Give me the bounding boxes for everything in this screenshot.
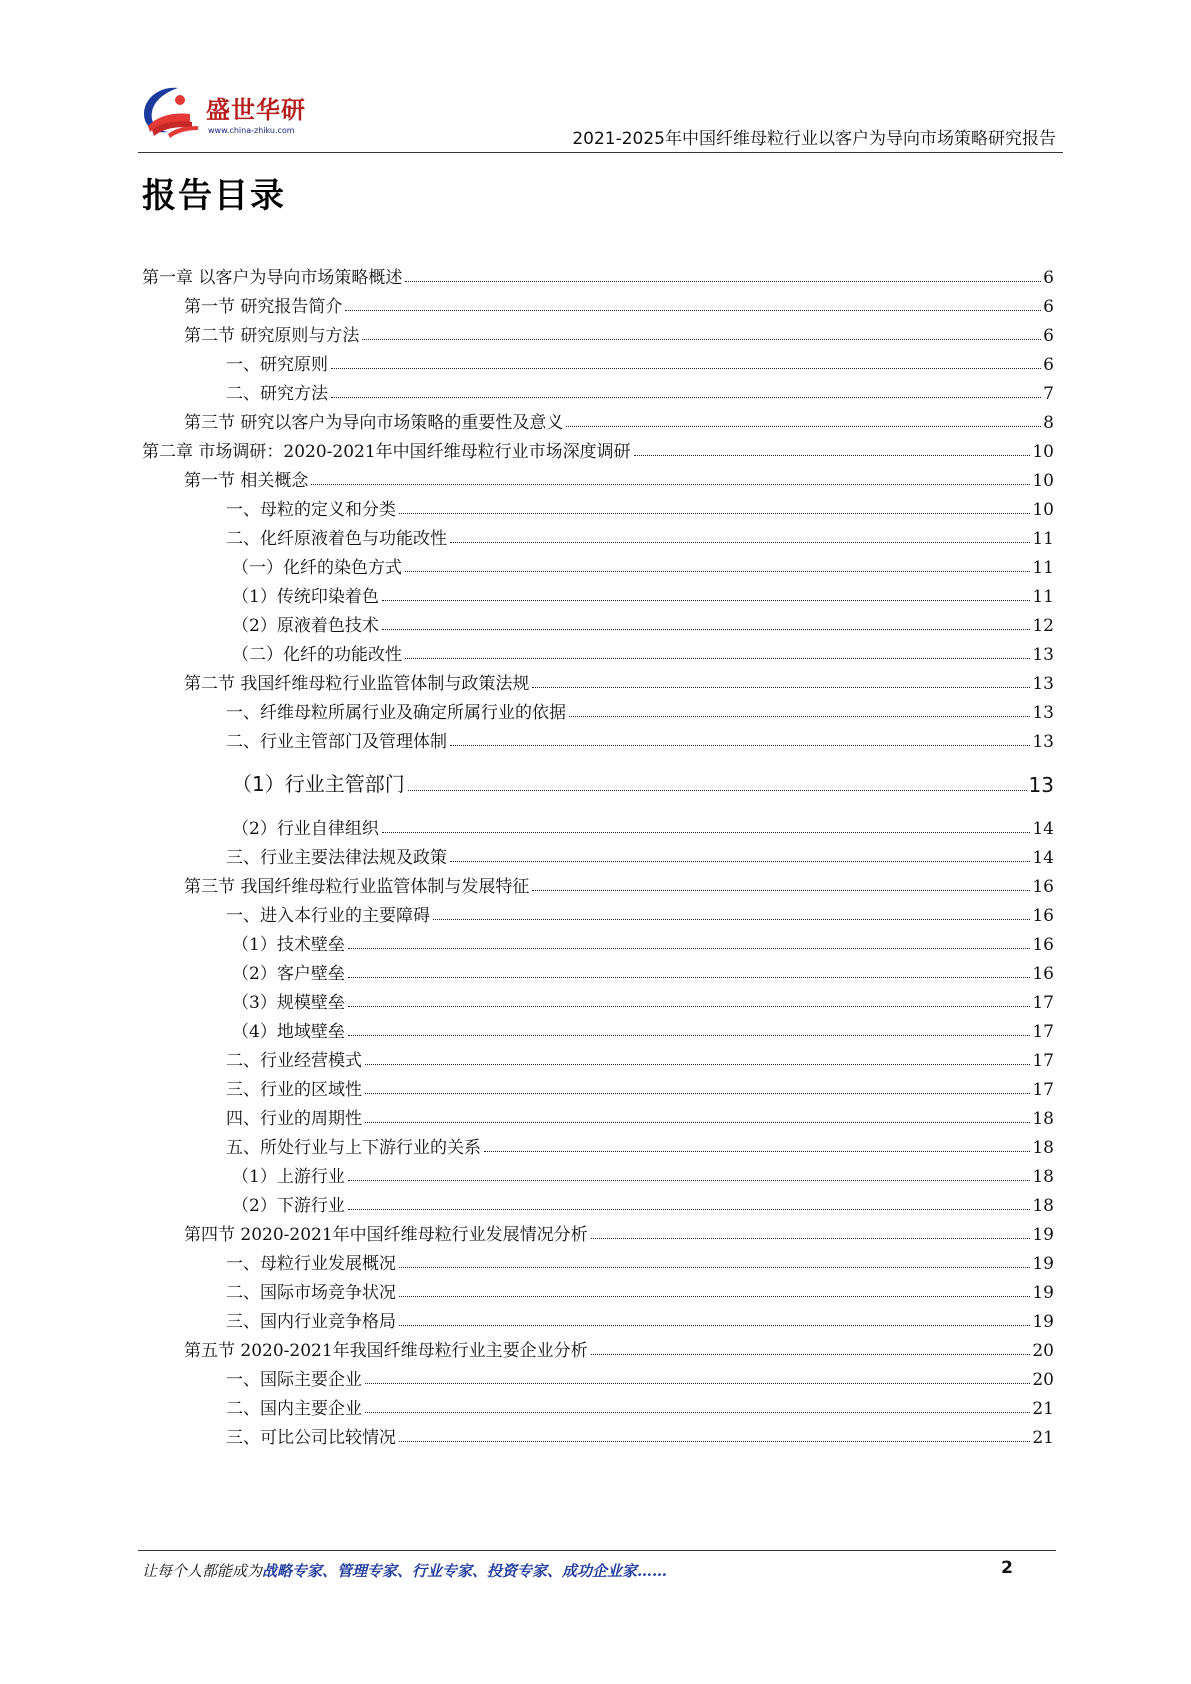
toc-entry-title: 三、可比公司比较情况 <box>226 1428 396 1448</box>
toc-entry-title: （2）下游行业 <box>232 1196 345 1216</box>
toc-dot-leader <box>348 948 1031 949</box>
toc-entry-title: 二、研究方法 <box>226 384 328 404</box>
toc-entry[interactable] <box>142 1393 1054 1419</box>
toc-dot-leader <box>399 1296 1030 1297</box>
toc-entry-page: 6 <box>1043 297 1054 317</box>
toc-dot-leader <box>532 890 1030 891</box>
toc-entry-title: 二、国内主要企业 <box>226 1399 362 1419</box>
toc-entry-page: 16 <box>1032 935 1054 955</box>
toc-entry-title: （3）规模壁垒 <box>232 993 345 1013</box>
toc-entry-page: 8 <box>1043 413 1054 433</box>
company-logo <box>138 82 308 144</box>
toc-entry-page: 10 <box>1032 442 1054 462</box>
toc-entry-title: 四、行业的周期性 <box>226 1109 362 1129</box>
logo-swoosh-icon <box>138 82 204 144</box>
report-header-title: 2021-2025年中国纤维母粒行业以客户为导向市场策略研究报告 <box>572 129 1056 149</box>
toc-entry-page: 19 <box>1032 1283 1054 1303</box>
toc-entry[interactable] <box>142 639 1054 665</box>
toc-entry-page: 13 <box>1028 773 1054 797</box>
toc-dot-leader <box>408 790 1027 791</box>
toc-entry-page: 14 <box>1032 819 1054 839</box>
toc-dot-leader <box>450 745 1030 746</box>
toc-dot-leader <box>399 1267 1030 1268</box>
toc-entry[interactable] <box>142 871 1054 897</box>
toc-entry-page: 20 <box>1032 1341 1054 1361</box>
toc-entry-page: 6 <box>1043 268 1054 288</box>
toc-dot-leader <box>566 426 1041 427</box>
toc-entry-title: （1）上游行业 <box>232 1167 345 1187</box>
toc-entry[interactable] <box>142 465 1054 491</box>
toc-entry-title: （2）行业自律组织 <box>232 819 379 839</box>
toc-entry-title: 一、母粒的定义和分类 <box>226 500 396 520</box>
toc-entry-page: 18 <box>1032 1196 1054 1216</box>
toc-dot-leader <box>591 1354 1031 1355</box>
logo-url: www.china-zhiku.com <box>208 126 295 135</box>
toc-entry-title: （1）传统印染着色 <box>232 587 379 607</box>
toc-entry-title: （二）化纤的功能改性 <box>232 645 402 665</box>
toc-entry-title: 第一节 研究报告简介 <box>184 297 343 317</box>
toc-entry[interactable] <box>142 291 1054 317</box>
toc-entry-page: 19 <box>1032 1225 1054 1245</box>
toc-entry[interactable] <box>142 726 1054 752</box>
toc-entry-title: 一、国际主要企业 <box>226 1370 362 1390</box>
toc-entry-title: 一、进入本行业的主要障碍 <box>226 906 430 926</box>
toc-entry[interactable] <box>142 378 1054 404</box>
toc-entry-title: （4）地域壁垒 <box>232 1022 345 1042</box>
slogan-roles: 战略专家、管理专家、行业专家、投资专家、成功企业家…… <box>262 1562 668 1580</box>
toc-entry-title: 二、国际市场竞争状况 <box>226 1283 396 1303</box>
toc-entry[interactable] <box>142 1016 1054 1042</box>
toc-entry[interactable] <box>142 929 1054 955</box>
toc-dot-leader <box>348 1006 1031 1007</box>
slogan-prefix: 让每个人都能成为 <box>142 1562 263 1580</box>
footer-slogan <box>142 1560 667 1581</box>
toc-entry[interactable] <box>142 1248 1054 1274</box>
toc-entry-title: （2）客户壁垒 <box>232 964 345 984</box>
toc-dot-leader <box>365 1064 1030 1065</box>
toc-entry[interactable] <box>142 1335 1054 1361</box>
toc-entry-title: 第一章 以客户为导向市场策略概述 <box>142 268 403 288</box>
toc-entry-page: 16 <box>1032 906 1054 926</box>
toc-dot-leader <box>399 1325 1030 1326</box>
toc-entry-title: 第四节 2020-2021年中国纤维母粒行业发展情况分析 <box>184 1225 588 1245</box>
toc-entry[interactable] <box>142 1103 1054 1129</box>
toc-entry-page: 17 <box>1032 1022 1054 1042</box>
page-number: 2 <box>1001 1558 1013 1578</box>
toc-entry-page: 20 <box>1032 1370 1054 1390</box>
toc-entry[interactable] <box>142 1161 1054 1187</box>
toc-entry[interactable] <box>142 771 1054 797</box>
toc-entry-page: 18 <box>1032 1109 1054 1129</box>
toc-dot-leader <box>450 542 1030 543</box>
toc-entry-page: 17 <box>1032 1051 1054 1071</box>
toc-dot-leader <box>484 1151 1030 1152</box>
toc-dot-leader <box>450 861 1030 862</box>
toc-entry[interactable] <box>142 900 1054 926</box>
toc-entry-page: 17 <box>1032 993 1054 1013</box>
toc-dot-leader <box>532 687 1030 688</box>
toc-entry-page: 10 <box>1032 471 1054 491</box>
toc-entry-page: 19 <box>1032 1312 1054 1332</box>
toc-entry[interactable] <box>142 494 1054 520</box>
header-divider <box>138 152 1063 153</box>
toc-entry-page: 16 <box>1032 877 1054 897</box>
toc-dot-leader <box>405 658 1030 659</box>
toc-dot-leader <box>345 310 1041 311</box>
toc-entry-page: 6 <box>1043 355 1054 375</box>
toc-dot-leader <box>331 368 1041 369</box>
toc-entry-page: 19 <box>1032 1254 1054 1274</box>
toc-entry-title: 三、行业主要法律法规及政策 <box>226 848 447 868</box>
toc-dot-leader <box>311 484 1030 485</box>
toc-dot-leader <box>405 571 1030 572</box>
toc-entry-page: 16 <box>1032 964 1054 984</box>
toc-entry-title: 第二节 我国纤维母粒行业监管体制与政策法规 <box>184 674 530 694</box>
toc-dot-leader <box>382 600 1031 601</box>
toc-entry-title: 三、国内行业竞争格局 <box>226 1312 396 1332</box>
toc-entry[interactable] <box>142 1190 1054 1216</box>
toc-entry-title: 一、母粒行业发展概况 <box>226 1254 396 1274</box>
toc-entry[interactable] <box>142 349 1054 375</box>
toc-entry-page: 17 <box>1032 1080 1054 1100</box>
toc-entry-page: 13 <box>1032 732 1054 752</box>
toc-dot-leader <box>382 832 1031 833</box>
toc-dot-leader <box>433 919 1030 920</box>
toc-entry-page: 14 <box>1032 848 1054 868</box>
toc-entry[interactable] <box>142 1422 1054 1448</box>
toc-dot-leader <box>634 455 1031 456</box>
toc-entry[interactable] <box>142 1306 1054 1332</box>
toc-entry-title: （一）化纤的染色方式 <box>232 558 402 578</box>
toc-dot-leader <box>348 1209 1031 1210</box>
toc-entry-page: 6 <box>1043 326 1054 346</box>
toc-entry-title: 一、研究原则 <box>226 355 328 375</box>
toc-dot-leader <box>365 1122 1030 1123</box>
toc-entry[interactable] <box>142 697 1054 723</box>
toc-entry[interactable] <box>142 581 1054 607</box>
toc-entry[interactable] <box>142 987 1054 1013</box>
toc-dot-leader <box>348 1180 1031 1181</box>
logo-name: 盛世华研 <box>206 96 306 124</box>
toc-entry-title: （1）技术壁垒 <box>232 935 345 955</box>
page-title: 报告目录 <box>142 176 286 216</box>
toc-entry-page: 13 <box>1032 703 1054 723</box>
toc-entry-title: 第三节 研究以客户为导向市场策略的重要性及意义 <box>184 413 564 433</box>
toc-dot-leader <box>382 629 1031 630</box>
toc-entry-title: （2）原液着色技术 <box>232 616 379 636</box>
toc-entry[interactable] <box>142 1364 1054 1390</box>
toc-entry-title: 五、所处行业与上下游行业的关系 <box>226 1138 481 1158</box>
toc-dot-leader <box>331 397 1041 398</box>
toc-entry[interactable] <box>142 958 1054 984</box>
toc-entry-title: 第二节 研究原则与方法 <box>184 326 360 346</box>
toc-entry-title: 二、行业经营模式 <box>226 1051 362 1071</box>
toc-entry[interactable] <box>142 813 1054 839</box>
footer-divider <box>138 1550 1056 1551</box>
toc-entry-page: 21 <box>1032 1399 1054 1419</box>
toc-entry-page: 10 <box>1032 500 1054 520</box>
toc-entry[interactable] <box>142 668 1054 694</box>
toc-entry-page: 18 <box>1032 1167 1054 1187</box>
toc-entry[interactable] <box>142 407 1054 433</box>
toc-entry[interactable] <box>142 1045 1054 1071</box>
toc-dot-leader <box>365 1093 1030 1094</box>
toc-entry-title: 第二章 市场调研：2020-2021年中国纤维母粒行业市场深度调研 <box>142 442 631 462</box>
toc-entry-title: 第一节 相关概念 <box>184 471 309 491</box>
toc-entry[interactable] <box>142 610 1054 636</box>
toc-dot-leader <box>365 1412 1030 1413</box>
toc-dot-leader <box>362 339 1041 340</box>
toc-dot-leader <box>591 1238 1031 1239</box>
toc-entry-page: 7 <box>1043 384 1054 404</box>
toc-entry[interactable] <box>142 262 1054 288</box>
toc-dot-leader <box>405 281 1041 282</box>
toc-entry-page: 18 <box>1032 1138 1054 1158</box>
toc-entry-title: （1）行业主管部门 <box>232 772 405 796</box>
toc-entry-title: 第五节 2020-2021年我国纤维母粒行业主要企业分析 <box>184 1341 588 1361</box>
toc-entry[interactable] <box>142 842 1054 868</box>
toc-entry-page: 13 <box>1032 674 1054 694</box>
toc-entry-page: 21 <box>1032 1428 1054 1448</box>
toc-entry[interactable] <box>142 523 1054 549</box>
toc-dot-leader <box>569 716 1030 717</box>
toc-entry[interactable] <box>142 1074 1054 1100</box>
toc-entry-page: 11 <box>1032 529 1054 549</box>
toc-dot-leader <box>365 1383 1030 1384</box>
toc-dot-leader <box>348 977 1031 978</box>
toc-entry-title: 第三节 我国纤维母粒行业监管体制与发展特征 <box>184 877 530 897</box>
toc-entry-page: 11 <box>1032 558 1054 578</box>
toc-dot-leader <box>399 513 1030 514</box>
toc-entry-title: 一、纤维母粒所属行业及确定所属行业的依据 <box>226 703 566 723</box>
toc-entry[interactable] <box>142 552 1054 578</box>
toc-entry-page: 11 <box>1032 587 1054 607</box>
toc-entry[interactable] <box>142 320 1054 346</box>
toc-entry-page: 12 <box>1032 616 1054 636</box>
toc-entry-title: 三、行业的区域性 <box>226 1080 362 1100</box>
toc-entry-page: 13 <box>1032 645 1054 665</box>
toc-entry[interactable] <box>142 436 1054 462</box>
toc-entry-title: 二、化纤原液着色与功能改性 <box>226 529 447 549</box>
toc-entry[interactable] <box>142 1219 1054 1245</box>
toc-entry[interactable] <box>142 1277 1054 1303</box>
toc-entry[interactable] <box>142 1132 1054 1158</box>
toc-dot-leader <box>399 1441 1030 1442</box>
toc-entry-title: 二、行业主管部门及管理体制 <box>226 732 447 752</box>
toc-dot-leader <box>348 1035 1031 1036</box>
